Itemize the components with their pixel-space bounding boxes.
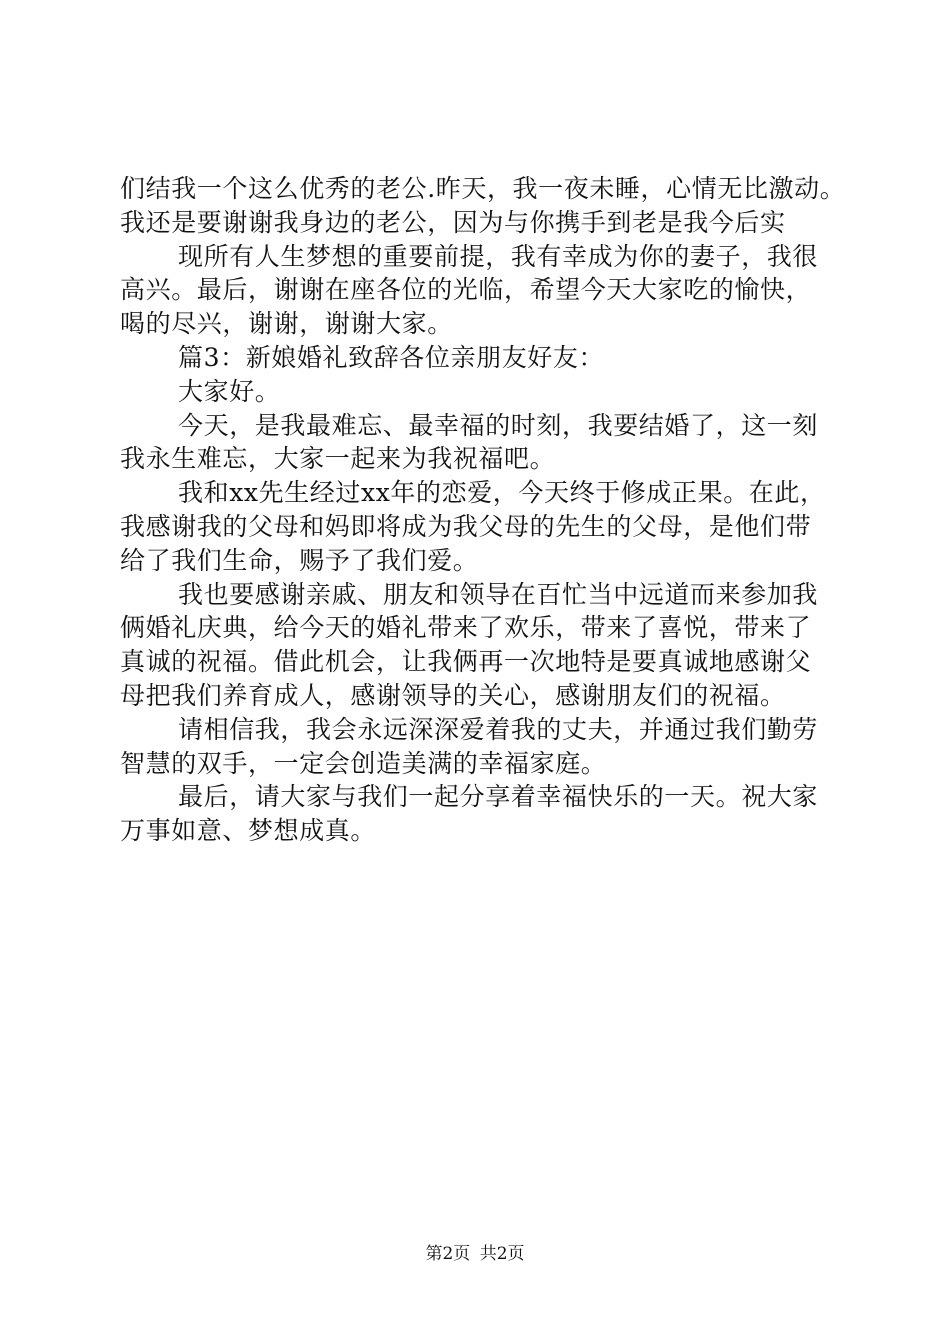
text-line: 我感谢我的父母和妈即将成为我父母的先生的父母，是他们带 xyxy=(120,511,812,541)
text-line: 现所有人生梦想的重要前提，我有幸成为你的妻子，我很 xyxy=(178,241,819,271)
text-line: 我和xx先生经过xx年的恋爱，今天终于修成正果。在此， xyxy=(178,478,826,508)
document-body xyxy=(120,172,846,848)
page-total: 共2页 xyxy=(479,1244,525,1264)
text-line: 今天，是我最难忘、最幸福的时刻，我要结婚了，这一刻 xyxy=(178,410,819,440)
text-line: 我还是要谢谢我身边的老公，因为与你携手到老是我今后实 xyxy=(120,207,786,237)
section-heading: 篇3：新娘婚礼致辞各位亲朋友好友： xyxy=(178,342,605,372)
text-line: 我也要感谢亲戚、朋友和领导在百忙当中远道而来参加我 xyxy=(178,579,819,609)
text-line: 喝的尽兴，谢谢，谢谢大家。 xyxy=(120,309,453,339)
text-line: 请相信我，我会永远深深爱着我的丈夫，并通过我们勤劳 xyxy=(178,714,819,744)
page-footer xyxy=(0,1243,950,1265)
text-line: 万事如意、梦想成真。 xyxy=(120,816,377,846)
text-line: 智慧的双手，一定会创造美满的幸福家庭。 xyxy=(120,748,607,778)
text-line: 最后，请大家与我们一起分享着幸福快乐的一天。祝大家 xyxy=(178,782,819,812)
page-number: 第2页 xyxy=(425,1244,471,1264)
text-line: 们结我一个这么优秀的老公.昨天，我一夜未睡，心情无比激动。 xyxy=(120,174,846,203)
text-line: 真诚的祝福。借此机会，让我俩再一次地特是要真诚地感谢父 xyxy=(120,647,812,677)
greeting-line: 大家好。 xyxy=(178,376,281,406)
text-line: 母把我们养育成人，感谢领导的关心，感谢朋友们的祝福。 xyxy=(120,680,786,710)
text-line: 我永生难忘，大家一起来为我祝福吧。 xyxy=(120,444,556,474)
text-line: 高兴。最后，谢谢在座各位的光临，希望今天大家吃的愉快， xyxy=(120,275,812,305)
text-line: 俩婚礼庆典，给今天的婚礼带来了欢乐，带来了喜悦，带来了 xyxy=(120,613,812,643)
text-line: 给了我们生命，赐予了我们爱。 xyxy=(120,545,479,575)
